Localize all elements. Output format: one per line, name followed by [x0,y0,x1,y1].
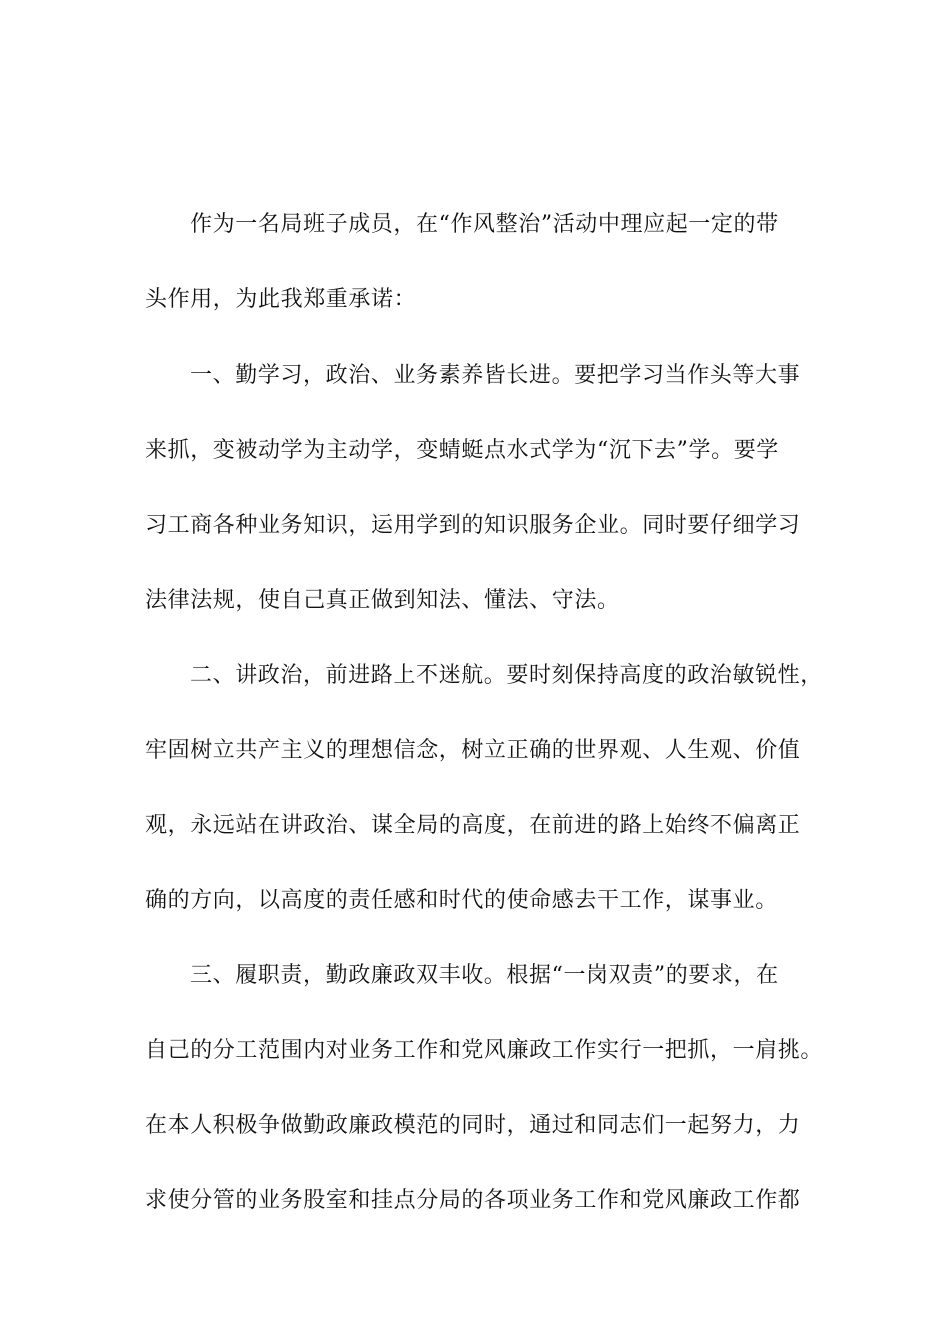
text-line: 确的方向，以高度的责任感和时代的使命感去干工作，谋事业。 [145,888,778,913]
text-line: 作为一名局班子成员，在“作风整治”活动中理应起一定的带 [190,212,779,237]
text-line: 求使分管的业务股室和挂点分局的各项业务工作和党风廉政工作都 [145,1188,801,1213]
text-line: 二、讲政治，前进路上不迷航。要时刻保持高度的政治敏锐性， [190,663,823,688]
text-line: 头作用，为此我郑重承诺： [145,287,417,312]
text-line: 来抓，变被动学为主动学，变蜻蜓点水式学为“沉下去”学。要学 [145,438,779,463]
text-line: 观，永远站在讲政治、谋全局的高度，在前进的路上始终不偏离正 [145,813,801,838]
text-line: 牢固树立共产主义的理想信念，树立正确的世界观、人生观、价值 [145,738,801,763]
text-line: 在本人积极争做勤政廉政模范的同时，通过和同志们一起努力，力 [145,1113,801,1138]
text-line: 三、履职责，勤政廉政双丰收。根据“一岗双责”的要求，在 [190,963,779,988]
text-line: 自己的分工范围内对业务工作和党风廉政工作实行一把抓，一肩挑。 [145,1038,824,1063]
text-line: 一、勤学习，政治、业务素养皆长进。要把学习当作头等大事 [190,363,801,388]
text-line: 法律法规，使自己真正做到知法、懂法、守法。 [145,588,620,613]
text-line: 习工商各种业务知识，运用学到的知识服务企业。同时要仔细学习 [145,513,801,538]
